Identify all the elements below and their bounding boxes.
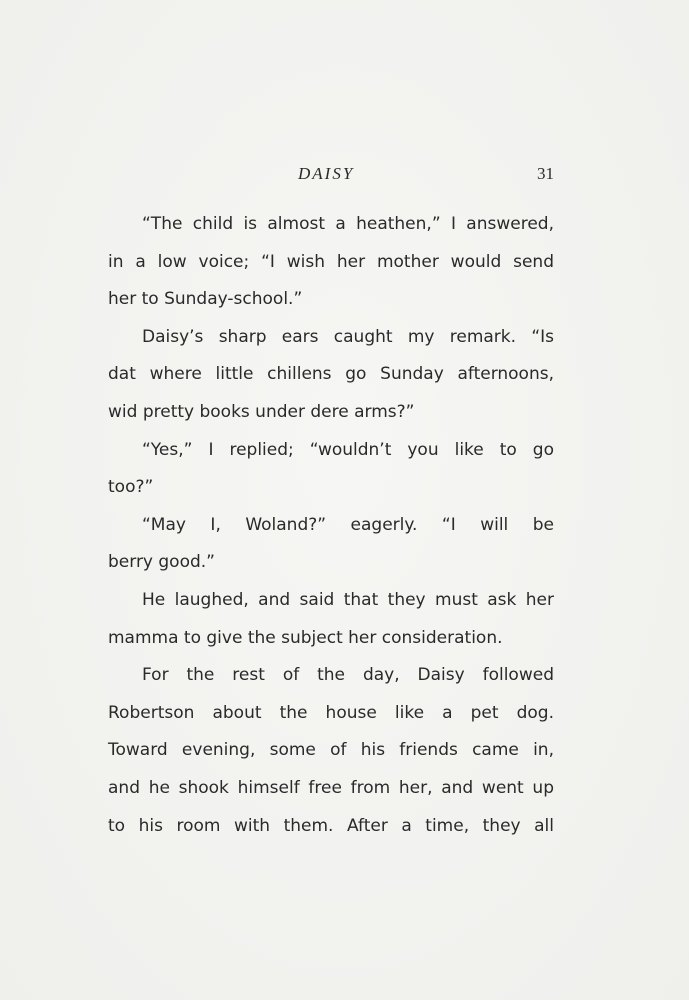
text-line: Toward evening, some of his friends came in, (108, 740, 554, 761)
text-line: dat where little chillens go Sunday afternoons, (108, 364, 554, 385)
page-number: 31 (537, 164, 554, 183)
text-line: and he shook himself free from her, and went up (108, 777, 554, 798)
text-line: He laughed, and said that they must ask her (142, 589, 554, 610)
text-line: her to Sunday-school.” (108, 289, 303, 310)
running-title: DAISY (298, 164, 355, 183)
text-line: too?” (108, 477, 154, 498)
text-line: “The child is almost a heathen,” I answered, (142, 214, 554, 234)
text-line: berry good.” (108, 552, 215, 573)
page-header (108, 164, 554, 190)
text-line: “May I, Woland?” eagerly. “I will be (142, 514, 554, 535)
text-line: For the rest of the day, Daisy followed (142, 665, 554, 686)
text-line: mamma to give the subject her consideration. (108, 627, 503, 648)
text-line: in a low voice; “I wish her mother would send (108, 251, 554, 272)
text-line: to his room with them. After a time, they all (108, 815, 554, 836)
text-line: Daisy’s sharp ears caught my remark. “Is (142, 326, 554, 347)
text-line: wid pretty books under dere arms?” (108, 401, 415, 422)
text-line: Robertson about the house like a pet dog. (108, 702, 554, 723)
text-line: “Yes,” I replied; “wouldn’t you like to go (142, 439, 554, 460)
body-text (108, 206, 554, 845)
